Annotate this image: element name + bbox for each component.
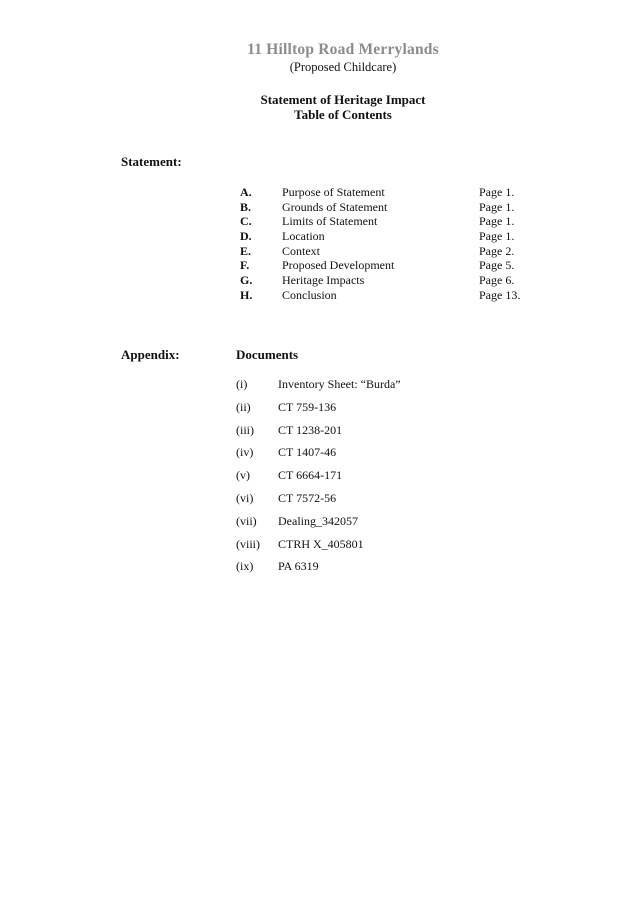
document-name: Dealing_342057 bbox=[278, 513, 358, 528]
document-name: CT 1407-46 bbox=[278, 445, 337, 460]
document-number: (ix) bbox=[236, 559, 254, 574]
toc-list bbox=[240, 185, 540, 303]
documents-heading: Documents bbox=[236, 347, 299, 362]
toc-row bbox=[240, 214, 540, 229]
document-number: (iii) bbox=[236, 422, 254, 437]
toc-page: Page 13. bbox=[479, 287, 521, 302]
toc-title: Grounds of Statement bbox=[282, 199, 388, 214]
toc-title: Limits of Statement bbox=[282, 214, 378, 229]
toc-page: Page 1. bbox=[479, 214, 515, 229]
toc-letter: G. bbox=[240, 273, 253, 288]
document-subtitle: (Proposed Childcare) bbox=[289, 60, 397, 74]
toc-page: Page 6. bbox=[479, 273, 515, 288]
document-row bbox=[236, 400, 536, 423]
toc-row bbox=[240, 258, 540, 273]
document-name: CT 7572-56 bbox=[278, 490, 337, 505]
document-number: (iv) bbox=[236, 445, 254, 460]
document-row bbox=[236, 559, 536, 582]
document-name: CTRH X_405801 bbox=[278, 536, 364, 551]
toc-letter: H. bbox=[240, 287, 253, 302]
document-number: (ii) bbox=[236, 399, 251, 414]
document-name: CT 6664-171 bbox=[278, 468, 343, 483]
toc-title: Conclusion bbox=[282, 287, 337, 302]
toc-letter: B. bbox=[240, 199, 252, 214]
document-number: (viii) bbox=[236, 536, 260, 551]
documents-list bbox=[236, 377, 536, 582]
document-name: CT 1238-201 bbox=[278, 422, 343, 437]
toc-title: Heritage Impacts bbox=[282, 273, 365, 288]
toc-letter: C. bbox=[240, 214, 252, 229]
document-name: CT 759-136 bbox=[278, 399, 337, 414]
document-number: (vi) bbox=[236, 490, 254, 505]
appendix-section-label: Appendix: bbox=[121, 347, 180, 362]
toc-row bbox=[240, 288, 540, 303]
document-title: 11 Hilltop Road Merrylands bbox=[247, 41, 439, 58]
toc-title: Proposed Development bbox=[282, 258, 395, 273]
document-number: (vii) bbox=[236, 513, 257, 528]
toc-heading: Table of Contents bbox=[294, 107, 392, 122]
document-row bbox=[236, 445, 536, 468]
statement-heading: Statement of Heritage Impact bbox=[260, 92, 426, 107]
toc-letter: F. bbox=[240, 258, 250, 273]
statement-section-label: Statement: bbox=[121, 154, 182, 169]
document-row bbox=[236, 468, 536, 491]
toc-letter: D. bbox=[240, 229, 252, 244]
document-row bbox=[236, 514, 536, 537]
toc-title: Purpose of Statement bbox=[282, 185, 385, 199]
document-name: Inventory Sheet: “Burda” bbox=[278, 377, 401, 391]
toc-row bbox=[240, 200, 540, 215]
toc-page: Page 1. bbox=[479, 229, 515, 244]
toc-row bbox=[240, 229, 540, 244]
document-number: (v) bbox=[236, 468, 250, 483]
toc-page: Page 5. bbox=[479, 258, 515, 273]
toc-letter: E. bbox=[240, 243, 252, 258]
toc-row bbox=[240, 273, 540, 288]
document-row bbox=[236, 377, 536, 400]
toc-letter: A. bbox=[240, 185, 252, 199]
toc-row bbox=[240, 185, 540, 200]
toc-row bbox=[240, 244, 540, 259]
document-number: (i) bbox=[236, 377, 248, 391]
toc-page: Page 2. bbox=[479, 243, 515, 258]
toc-page: Page 1. bbox=[479, 199, 515, 214]
toc-title: Context bbox=[282, 243, 320, 258]
document-name: PA 6319 bbox=[278, 559, 319, 574]
toc-page: Page 1. bbox=[479, 185, 515, 199]
document-row bbox=[236, 537, 536, 560]
document-row bbox=[236, 423, 536, 446]
document-row bbox=[236, 491, 536, 514]
toc-title: Location bbox=[282, 229, 325, 244]
